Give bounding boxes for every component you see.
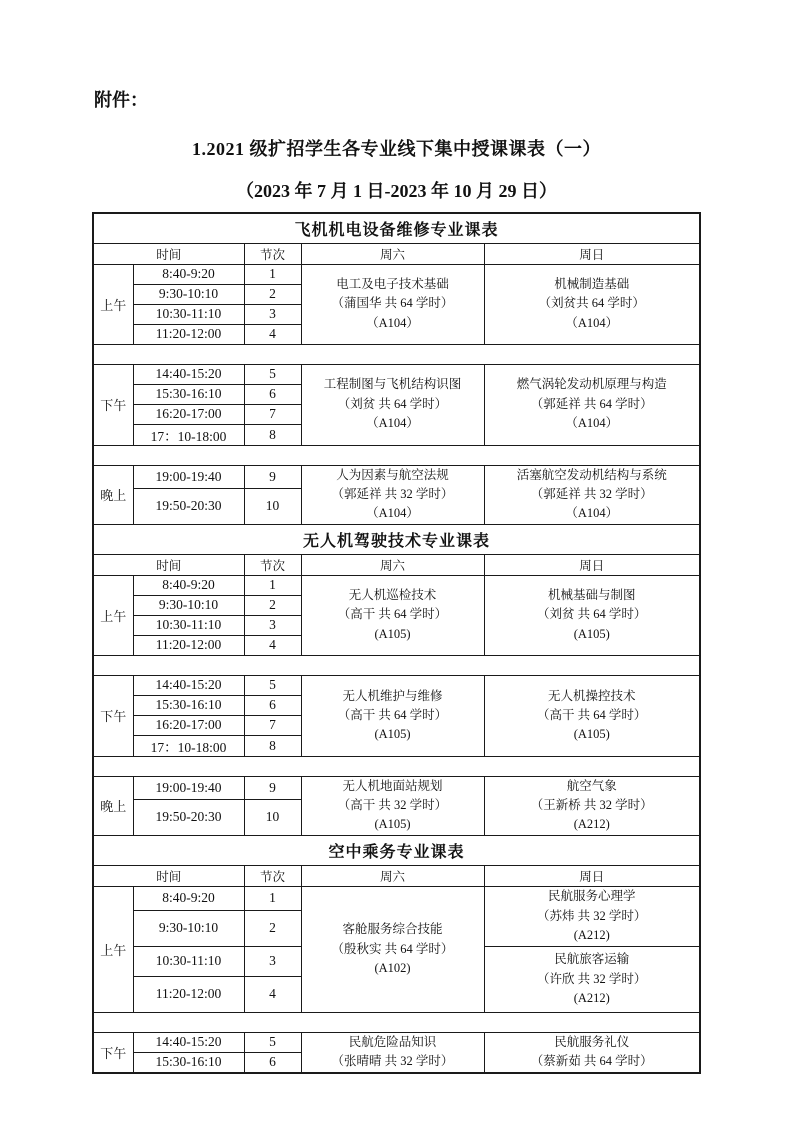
time-cell: 10:30-11:10	[133, 946, 244, 976]
period-number-cell: 6	[244, 384, 301, 404]
course-room: （A104）	[366, 315, 419, 330]
period-number-cell: 2	[244, 910, 301, 946]
course-name: 燃气涡轮发动机原理与构造	[516, 377, 667, 392]
course-room: （A104）	[366, 416, 419, 431]
spacer-cell	[93, 655, 700, 675]
course-room: (A105)	[374, 817, 411, 832]
course-name: 民航服务礼仪	[554, 1034, 630, 1049]
course-room: （A104）	[565, 506, 619, 521]
course-teacher: （高干 共 64 学时）	[537, 707, 647, 722]
time-cell: 9:30-10:10	[133, 595, 244, 615]
t3-morning-sunday-course-1	[484, 886, 700, 946]
spacer-row	[93, 655, 700, 675]
saturday-header: 周六	[301, 243, 484, 264]
time-row	[93, 776, 700, 799]
spacer-row	[93, 344, 700, 364]
time-cell: 10:30-11:10	[133, 615, 244, 635]
time-header: 时间	[93, 243, 244, 264]
evening-label: 晚上	[93, 776, 133, 835]
section-2-header-row	[93, 554, 700, 575]
course-teacher: （郭延祥 共 32 学时）	[331, 486, 454, 501]
time-cell: 19:50-20:30	[133, 799, 244, 835]
t2-morning-saturday-course	[301, 575, 484, 655]
course-teacher: （高干 共 64 学时）	[337, 607, 448, 622]
period-number-cell: 2	[244, 595, 301, 615]
sunday-header: 周日	[484, 243, 700, 264]
course-name: 无人机操控技术	[547, 688, 636, 703]
afternoon-label: 下午	[93, 675, 133, 756]
period-number-cell: 1	[244, 575, 301, 595]
period-header: 节次	[244, 554, 301, 575]
course-name: 人为因素与航空法规	[336, 467, 449, 482]
period-header: 节次	[244, 243, 301, 264]
period-number-cell: 10	[244, 488, 301, 524]
period-number-cell: 6	[244, 1052, 301, 1072]
course-name: 活塞航空发动机结构与系统	[516, 467, 667, 482]
course-name: 工程制图与飞机结构识图	[323, 377, 462, 392]
time-cell: 16:20-17:00	[133, 404, 244, 424]
course-room: (A212)	[573, 927, 610, 942]
course-teacher: （刘贫 共 64 学时）	[337, 396, 448, 411]
course-room: (A105)	[374, 626, 411, 641]
course-room: (A102)	[374, 960, 411, 975]
time-row	[93, 886, 700, 910]
time-cell: 11:20-12:00	[133, 635, 244, 655]
time-cell: 10:30-11:10	[133, 304, 244, 324]
time-cell: 15:30-16:10	[133, 695, 244, 715]
sunday-header: 周日	[484, 865, 700, 886]
time-cell: 14:40-15:20	[133, 364, 244, 384]
course-teacher: （郭延祥 共 64 学时）	[530, 396, 653, 411]
course-name: 民航服务心理学	[547, 889, 636, 904]
course-teacher: （刘贫共 64 学时）	[538, 296, 645, 311]
time-cell: 8:40-9:20	[133, 886, 244, 910]
spacer-row	[93, 445, 700, 465]
t1-evening-sunday-course	[484, 465, 700, 524]
t3-afternoon-saturday-course	[301, 1032, 484, 1072]
section-1-header-row	[93, 243, 700, 264]
spacer-cell	[93, 756, 700, 776]
time-row	[93, 1032, 700, 1052]
time-cell: 16:20-17:00	[133, 715, 244, 735]
morning-label: 上午	[93, 575, 133, 655]
section-3-title-row	[93, 835, 700, 865]
time-cell: 9:30-10:10	[133, 910, 244, 946]
time-cell: 19:50-20:30	[133, 488, 244, 524]
t2-evening-saturday-course	[301, 776, 484, 835]
t1-morning-saturday-course	[301, 264, 484, 344]
time-cell: 15:30-16:10	[133, 1052, 244, 1072]
period-number-cell: 2	[244, 284, 301, 304]
saturday-header: 周六	[301, 554, 484, 575]
time-header: 时间	[93, 554, 244, 575]
period-header: 节次	[244, 865, 301, 886]
t2-evening-sunday-course	[484, 776, 700, 835]
morning-label: 上午	[93, 886, 133, 1012]
course-room: (A212)	[573, 990, 610, 1005]
page-title: 1.2021 级扩招学生各专业线下集中授课课表（一）	[192, 139, 601, 159]
t1-evening-saturday-course	[301, 465, 484, 524]
section-3-title: 空中乘务专业课表	[93, 835, 700, 865]
t3-afternoon-sunday-course	[484, 1032, 700, 1072]
course-name: 电工及电子技术基础	[336, 276, 449, 291]
course-teacher: （郭延祥 共 32 学时）	[530, 486, 653, 501]
course-name: 民航危险品知识	[348, 1034, 437, 1049]
time-row	[93, 364, 700, 384]
course-room: (A105)	[374, 727, 411, 742]
sunday-header: 周日	[484, 554, 700, 575]
spacer-cell	[93, 445, 700, 465]
course-teacher: （苏炜 共 32 学时）	[537, 908, 647, 923]
afternoon-label: 下午	[93, 364, 133, 445]
course-room: (A105)	[573, 727, 610, 742]
course-name: 机械制造基础	[554, 276, 630, 291]
date-range: （2023 年 7 月 1 日-2023 年 10 月 29 日）	[236, 181, 557, 201]
t2-morning-sunday-course	[484, 575, 700, 655]
section-1-title: 飞机机电设备维修专业课表	[93, 213, 700, 243]
course-name: 航空气象	[566, 778, 617, 793]
period-number-cell: 4	[244, 324, 301, 344]
time-header: 时间	[93, 865, 244, 886]
period-number-cell: 5	[244, 364, 301, 384]
time-cell: 11:20-12:00	[133, 324, 244, 344]
time-cell: 14:40-15:20	[133, 675, 244, 695]
time-cell: 17：10-18:00	[133, 735, 244, 756]
time-row	[93, 675, 700, 695]
schedule-table	[92, 212, 701, 1074]
period-number-cell: 7	[244, 404, 301, 424]
t3-morning-saturday-course	[301, 886, 484, 1012]
attachment-label: 附件：	[94, 90, 148, 110]
time-cell: 8:40-9:20	[133, 264, 244, 284]
saturday-header: 周六	[301, 865, 484, 886]
time-row	[93, 465, 700, 488]
course-teacher: （蒲国华 共 64 学时）	[331, 296, 454, 311]
time-cell: 9:30-10:10	[133, 284, 244, 304]
spacer-row	[93, 756, 700, 776]
t1-afternoon-sunday-course	[484, 364, 700, 445]
period-number-cell: 9	[244, 465, 301, 488]
period-number-cell: 7	[244, 715, 301, 735]
period-number-cell: 9	[244, 776, 301, 799]
course-name: 客舱服务综合技能	[342, 922, 443, 937]
course-teacher: （高干 共 64 学时）	[337, 707, 448, 722]
period-number-cell: 8	[244, 735, 301, 756]
course-name: 机械基础与制图	[547, 588, 636, 603]
t2-afternoon-sunday-course	[484, 675, 700, 756]
course-room: （A104）	[565, 416, 619, 431]
t3-morning-sunday-course-2	[484, 946, 700, 1012]
morning-label: 上午	[93, 264, 133, 344]
period-number-cell: 3	[244, 615, 301, 635]
period-number-cell: 3	[244, 304, 301, 324]
course-teacher: （王新桥 共 32 学时）	[530, 798, 653, 812]
course-room: (A212)	[573, 817, 610, 832]
period-number-cell: 1	[244, 886, 301, 910]
period-number-cell: 1	[244, 264, 301, 284]
course-name: 无人机巡检技术	[348, 588, 437, 603]
time-cell: 11:20-12:00	[133, 976, 244, 1012]
section-2-title: 无人机驾驶技术专业课表	[93, 524, 700, 554]
spacer-row	[93, 1012, 700, 1032]
time-cell: 19:00-19:40	[133, 465, 244, 488]
course-teacher: （许欣 共 32 学时）	[537, 971, 647, 986]
time-cell: 15:30-16:10	[133, 384, 244, 404]
course-room: （A104）	[366, 506, 419, 521]
spacer-cell	[93, 1012, 700, 1032]
course-room: （A104）	[565, 315, 619, 330]
period-number-cell: 5	[244, 1032, 301, 1052]
time-row	[93, 575, 700, 595]
period-number-cell: 4	[244, 635, 301, 655]
course-name: 民航旅客运输	[554, 952, 630, 967]
period-number-cell: 4	[244, 976, 301, 1012]
time-cell: 14:40-15:20	[133, 1032, 244, 1052]
afternoon-label: 下午	[93, 1032, 133, 1072]
course-teacher: （张晴晴 共 32 学时）	[331, 1054, 454, 1069]
time-cell: 17：10-18:00	[133, 424, 244, 445]
period-number-cell: 6	[244, 695, 301, 715]
section-1-title-row	[93, 213, 700, 243]
course-teacher: （殷秋实 共 64 学时）	[331, 941, 454, 956]
course-room: (A105)	[573, 626, 610, 641]
section-3-header-row	[93, 865, 700, 886]
t1-morning-sunday-course	[484, 264, 700, 344]
spacer-cell	[93, 344, 700, 364]
course-teacher: （高干 共 32 学时）	[337, 798, 448, 812]
t2-afternoon-saturday-course	[301, 675, 484, 756]
course-name: 无人机地面站规划	[342, 778, 443, 793]
period-number-cell: 8	[244, 424, 301, 445]
period-number-cell: 3	[244, 946, 301, 976]
course-teacher: （蔡新茹 共 64 学时）	[530, 1054, 653, 1069]
course-name: 无人机维护与维修	[342, 688, 443, 703]
course-teacher: （刘贫 共 64 学时）	[537, 607, 647, 622]
evening-label: 晚上	[93, 465, 133, 524]
time-cell: 19:00-19:40	[133, 776, 244, 799]
period-number-cell: 5	[244, 675, 301, 695]
time-cell: 8:40-9:20	[133, 575, 244, 595]
time-row	[93, 264, 700, 284]
t1-afternoon-saturday-course	[301, 364, 484, 445]
section-2-title-row	[93, 524, 700, 554]
period-number-cell: 10	[244, 799, 301, 835]
